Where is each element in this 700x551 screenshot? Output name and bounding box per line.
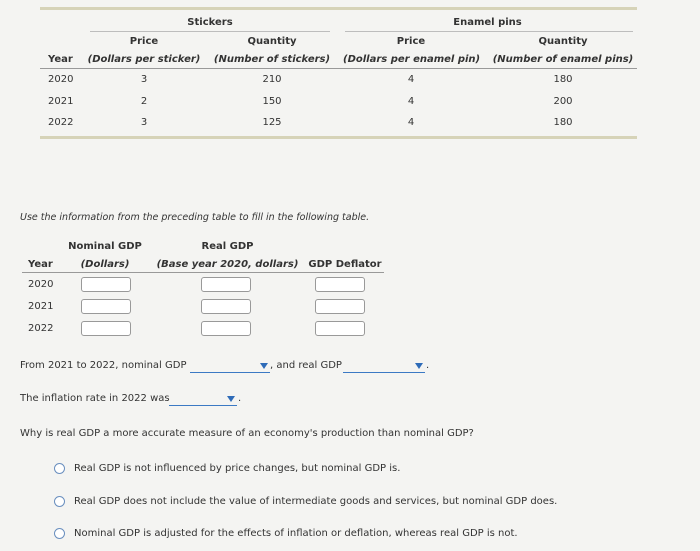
instruction-text: Use the information from the preceding table to fill in the following table. bbox=[20, 212, 370, 223]
row-pin-price: 4 bbox=[407, 96, 415, 107]
gdp-deflator-2022-input[interactable] bbox=[315, 321, 365, 336]
header-sticker-quantity-unit: (Number of stickers) bbox=[213, 54, 331, 65]
nominal-gdp-2021-input[interactable] bbox=[81, 299, 131, 314]
table-top-border bbox=[40, 7, 637, 10]
chevron-down-icon bbox=[227, 396, 235, 402]
header-year: Year bbox=[48, 54, 73, 65]
row-sticker-quantity: 210 bbox=[262, 74, 282, 85]
real-gdp-change-dropdown[interactable] bbox=[343, 360, 425, 373]
header-gdp-deflator: GDP Deflator bbox=[308, 259, 382, 270]
header-underline bbox=[40, 68, 637, 69]
row-sticker-quantity: 125 bbox=[262, 117, 282, 128]
inflation-rate-dropdown[interactable] bbox=[169, 393, 237, 406]
radio-button[interactable] bbox=[54, 463, 65, 474]
header-sticker-price-unit: (Dollars per sticker) bbox=[87, 54, 201, 65]
q3-option-1-label: Real GDP is not influenced by price changes, but nominal GDP is. bbox=[74, 462, 401, 474]
q3-option-1[interactable] bbox=[54, 460, 400, 476]
row-pin-quantity: 180 bbox=[553, 74, 573, 85]
q2-text-end: . bbox=[238, 393, 242, 404]
radio-button[interactable] bbox=[54, 496, 65, 507]
row-sticker-price: 3 bbox=[140, 74, 148, 85]
header-real-gdp-unit: (Base year 2020, dollars) bbox=[156, 259, 299, 270]
real-gdp-2020-input[interactable] bbox=[201, 277, 251, 292]
header-pin-quantity: Quantity bbox=[538, 36, 588, 47]
q1-text-end: . bbox=[426, 360, 430, 371]
group-header-enamel-pins: Enamel pins bbox=[453, 17, 522, 28]
q3-option-2-label: Real GDP does not include the value of intermediate goods and services, but nominal GDP does. bbox=[74, 495, 558, 507]
header-nominal-gdp-unit: (Dollars) bbox=[80, 259, 130, 270]
chevron-down-icon bbox=[260, 363, 268, 369]
nominal-gdp-change-dropdown[interactable] bbox=[190, 360, 270, 373]
chevron-down-icon bbox=[415, 363, 423, 369]
gdp-deflator-2020-input[interactable] bbox=[315, 277, 365, 292]
q3-option-3-label: Nominal GDP is adjusted for the effects of inflation or deflation, whereas real GDP is not. bbox=[74, 527, 518, 539]
nominal-gdp-2020-input[interactable] bbox=[81, 277, 131, 292]
header-pin-quantity-unit: (Number of enamel pins) bbox=[492, 54, 634, 65]
row-year: 2020 bbox=[48, 74, 74, 85]
group-header-stickers: Stickers bbox=[187, 17, 233, 28]
gdp-deflator-2021-input[interactable] bbox=[315, 299, 365, 314]
header-year: Year bbox=[28, 259, 53, 270]
gdp-row-year: 2021 bbox=[28, 301, 54, 312]
row-sticker-quantity: 150 bbox=[262, 96, 282, 107]
header-pin-price-unit: (Dollars per enamel pin) bbox=[343, 54, 481, 65]
real-gdp-2022-input[interactable] bbox=[201, 321, 251, 336]
pins-group-line bbox=[345, 31, 633, 32]
row-pin-price: 4 bbox=[407, 117, 415, 128]
header-real-gdp: Real GDP bbox=[201, 241, 254, 252]
gdp-row-year: 2020 bbox=[28, 279, 54, 290]
header-sticker-price: Price bbox=[129, 36, 159, 47]
header-pin-price: Price bbox=[396, 36, 426, 47]
table-bottom-border bbox=[40, 136, 637, 139]
header-nominal-gdp: Nominal GDP bbox=[68, 241, 142, 252]
row-sticker-price: 2 bbox=[140, 96, 148, 107]
radio-button[interactable] bbox=[54, 528, 65, 539]
gdp-row-year: 2022 bbox=[28, 323, 54, 334]
gdp-header-underline bbox=[22, 272, 384, 273]
row-year: 2021 bbox=[48, 96, 74, 107]
stickers-group-line bbox=[90, 31, 330, 32]
row-year: 2022 bbox=[48, 117, 74, 128]
q1-text-part2: , and real GDP bbox=[270, 360, 342, 371]
real-gdp-2021-input[interactable] bbox=[201, 299, 251, 314]
row-pin-quantity: 180 bbox=[553, 117, 573, 128]
q3-question: Why is real GDP a more accurate measure of an economy's production than nominal GDP? bbox=[20, 428, 474, 439]
row-sticker-price: 3 bbox=[140, 117, 148, 128]
q1-text-part1: From 2021 to 2022, nominal GDP bbox=[20, 360, 187, 371]
nominal-gdp-2022-input[interactable] bbox=[81, 321, 131, 336]
header-sticker-quantity: Quantity bbox=[247, 36, 297, 47]
q3-option-3[interactable] bbox=[54, 525, 518, 541]
row-pin-price: 4 bbox=[407, 74, 415, 85]
q2-text: The inflation rate in 2022 was bbox=[20, 393, 170, 404]
row-pin-quantity: 200 bbox=[553, 96, 573, 107]
q3-option-2[interactable] bbox=[54, 493, 557, 509]
